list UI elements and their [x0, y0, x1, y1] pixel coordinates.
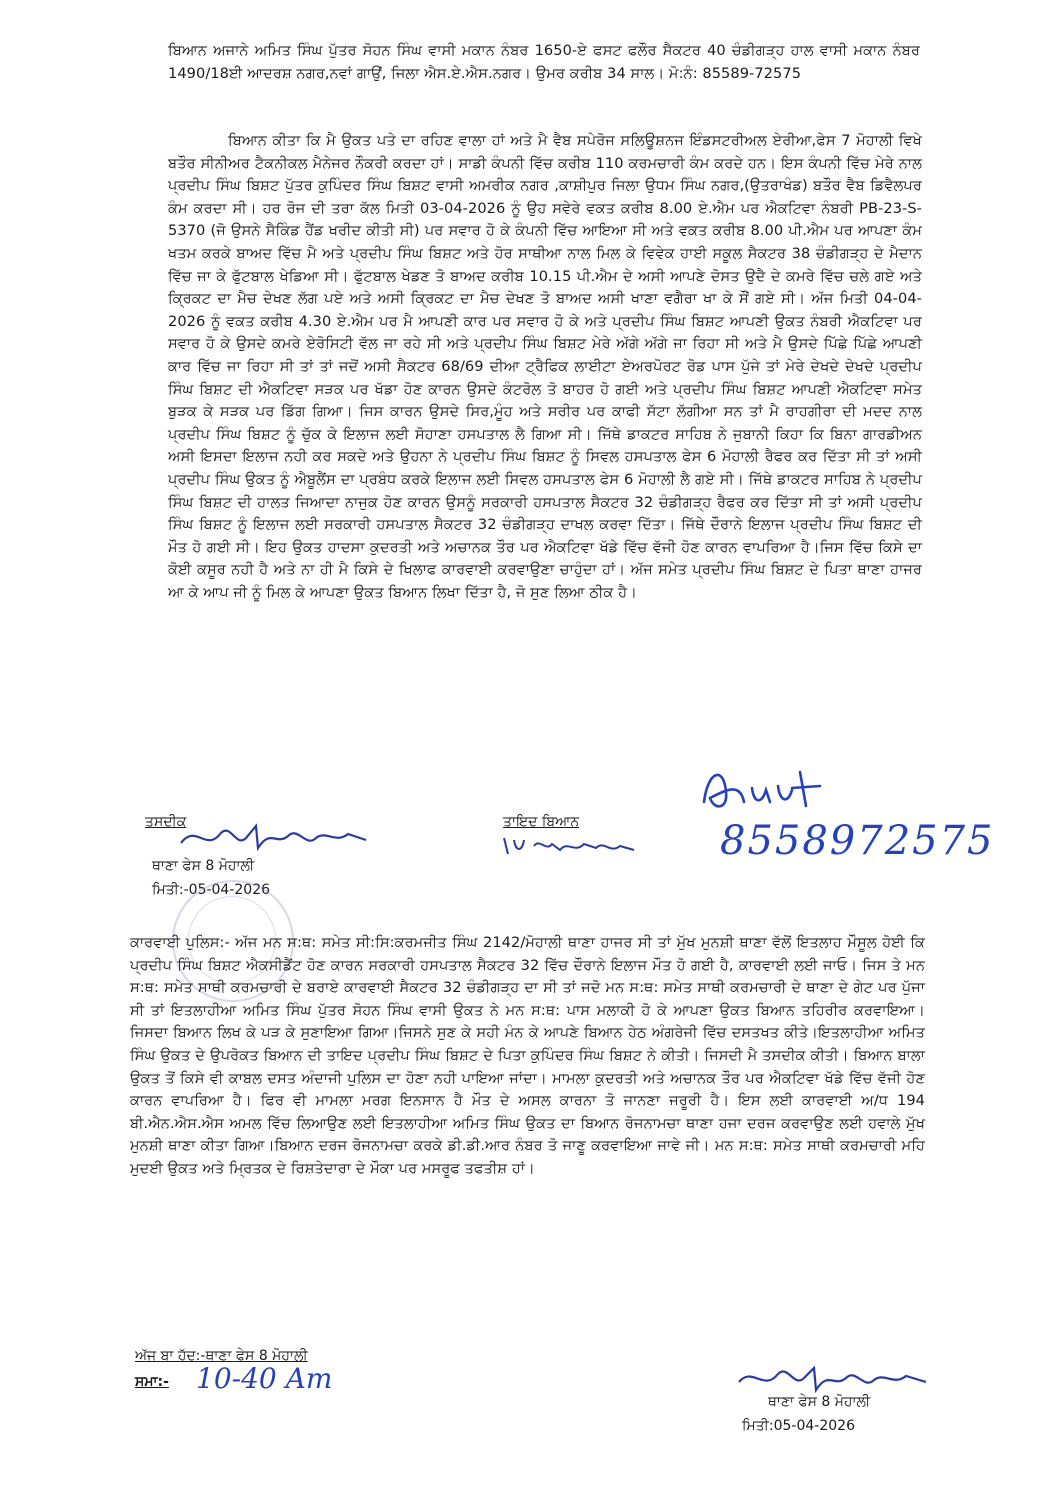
complainant-signature [696, 762, 856, 822]
attest-date: ਮਿਤੀ:-05-04-2026 [152, 882, 271, 898]
statement-heading: ਬਿਆਨ ਅਜਾਨੇ ਅਮਿਤ ਸਿੰਘ ਪੁੱਤਰ ਸੋਹਨ ਸਿੰਘ ਵਾਸੀ ਮਕਾਨ ਨੰਬਰ 1650-ਏ ਫਸਟ ਫਲੌਰ ਸੈਕਟਰ 40 ਚੰਡੀਗੜ੍ਹ ਹਾਲ ਵਾਸੀ ਮਕਾਨ ਨੰਬਰ 1490/18ਈ ਆਦਰਸ਼ ਨਗਰ,ਨਵਾਂ ਗਾਉਂ, ਜਿਲਾ ਐਸ.ਏ.ਐਸ.ਨਗਰ। ਉਮਰ ਕਰੀਬ 34 ਸਾਲ। ਮੋ:ਨੰ: 85589-72575 [168, 42, 920, 82]
witness-signature [500, 832, 640, 862]
time-label: ਸਮਾ:- [135, 1374, 169, 1390]
attest-signature [176, 818, 376, 858]
attest-station: ਥਾਣਾ ਫੇਸ 8 ਮੋਹਾਲੀ [152, 858, 255, 874]
officer-date: ਮਿਤੀ:05-04-2026 [742, 1418, 855, 1434]
complainant-phone: 8558972575 [720, 818, 995, 864]
station-line: ਅੱਜ ਬਾ ਹੱਦ:-ਥਾਣਾ ਫੇਸ 8 ਮੋਹਾਲੀ [135, 1348, 308, 1364]
witness-label: ਤਾਇਦ ਬਿਆਨ [503, 814, 580, 830]
police-action: ਕਾਰਵਾਈ ਪੁਲਿਸ:- ਅੱਜ ਮਨ ਸ:ਥ: ਸਮੇਤ ਸੀ:ਸਿ:ਕਰਮਜੀਤ ਸਿੰਘ 2142/ਮੋਹਾਲੀ ਥਾਣਾ ਹਾਜਰ ਸੀ ਤਾਂ ਮੁੱਖ ਮੁਨਸ਼ੀ ਥਾਣਾ ਵੱਲੋਂ ਇਤਲਾਹ ਮੌਸੂਲ ਹੋਈ ਕਿ ਪ੍ਰਦੀਪ ਸਿੰਘ ਬਿਸ਼ਟ ਐਕਸੀਡੈਂਟ ਹੋਣ ਕਾਰਨ ਸਰਕਾਰੀ ਹਸਪਤਾਲ ਸੈਕਟਰ 32 ਵਿੱਚ ਦੌਰਾਨੇ ਇਲਾਜ ਮੌਤ ਹੋ ਗਈ ਹੈ, ਕਾਰਵਾਈ ਲਈ ਜਾਓ। ਜਿਸ ਤੇ ਮਨ ਸ:ਥ: ਸਮੇਤ ਸਾਥੀ ਕਰਮਚਾਰੀ ਦੇ ਬਰਾਏ ਕਾਰਵਾਈ ਸੈਕਟਰ 32 ਚੰਡੀਗੜ੍ਹ ਦਾ ਸੀ ਤਾਂ ਜਦੋ ਮਨ ਸ:ਥ: ਸਮੇਤ ਸਾਥੀ ਕਰਮਚਾਰੀ ਦੇ ਥਾਣਾ ਦੇ ਗੇਟ ਪਰ ਪੁੱਜਾ ਸੀ ਤਾਂ ਇਤਲਾਹੀਆ ਅਮਿਤ ਸਿੰਘ ਪੁੱਤਰ ਸੋਹਨ ਸਿੰਘ ਵਾਸੀ ਉਕਤ ਨੇ ਮਨ ਸ:ਥ: ਪਾਸ ਮਲਾਕੀ ਹੋ ਕੇ ਆਪਣਾ ਉਕਤ ਬਿਆਨ ਤਹਿਰੀਰ ਕਰਵਾਇਆ। ਜਿਸਦਾ ਬਿਆਨ ਲਿਖ ਕੇ ਪੜ ਕੇ ਸੁਣਾਇਆ ਗਿਆ।ਜਿਸਨੇ ਸੁਣ ਕੇ ਸਹੀ ਮੰਨ ਕੇ ਆਪਣੇ ਬਿਆਨ ਹੇਠ ਅੰਗਰੇਜੀ ਵਿੱਚ ਦਸਤਖਤ ਕੀਤੇ।ਇਤਲਾਹੀਆ ਅਮਿਤ ਸਿੰਘ ਉਕਤ ਦੇ ਉਪਰੋਕਤ ਬਿਆਨ ਦੀ ਤਾਇਦ ਪ੍ਰਦੀਪ ਸਿੰਘ ਬਿਸ਼ਟ ਦੇ ਪਿਤਾ ਕੁਪਿੰਦਰ ਸਿੰਘ ਬਿਸ਼ਟ ਨੇ ਕੀਤੀ। ਜਿਸਦੀ ਮੈ ਤਸਦੀਕ ਕੀਤੀ। ਬਿਆਨ ਬਾਲਾ ਉਕਤ ਤੋਂ ਕਿਸੇ ਵੀ ਕਾਬਲ ਦਸਤ ਅੰਦਾਜੀ ਪੁਲਿਸ ਦਾ ਹੋਣਾ ਨਹੀ ਪਾਇਆ ਜਾਂਦਾ। ਮਾਮਲਾ ਕੁਦਰਤੀ ਅਤੇ ਅਚਾਨਕ ਤੌਰ ਪਰ ਐਕਟਿਵਾ ਖੱਡੇ ਵਿੱਚ ਵੱਜੀ ਹੋਣ ਕਾਰਨ ਵਾਪਰਿਆ ਹੈ। ਫਿਰ ਵੀ ਮਾਮਲਾ ਮਰਗ ਇਨਸਾਨ ਹੈ ਮੌਤ ਦੇ ਅਸਲ ਕਾਰਨਾ ਤੋ ਜਾਨਣਾ ਜਰੂਰੀ ਹੈ। ਇਸ ਲਈ ਕਾਰਵਾਈ ਅ/ਧ 194 ਬੀ.ਐਨ.ਐਸ.ਐਸ ਅਮਲ ਵਿੱਚ ਲਿਆਉਣ ਲਈ ਇਤਲਾਹੀਆ ਅਮਿਤ ਸਿੰਘ ਉਕਤ ਦਾ ਬਿਆਨ ਰੋਜਨਾਮਚਾ ਥਾਣਾ ਹਜਾ ਦਰਜ ਕਰਵਾਉਣ ਲਈ ਹਵਾਲੇ ਮੁੱਖ ਮੁਨਸ਼ੀ ਥਾਣਾ ਕੀਤਾ ਗਿਆ।ਬਿਆਨ ਦਰਜ ਰੋਜਨਾਮਚਾ ਕਰਕੇ ਡੀ.ਡੀ.ਆਰ ਨੰਬਰ ਤੋ ਜਾਣੂ ਕਰਵਾਇਆ ਜਾਵੇ ਜੀ। ਮਨ ਸ:ਥ: ਸਮੇਤ ਸਾਥੀ ਕਰਮਚਾਰੀ ਮਹਿ ਮੁਦਈ ਉਕਤ ਅਤੇ ਮ੍ਰਿਤਕ ਦੇ ਰਿਸ਼ਤੇਦਾਰਾ ਦੇ ਮੌਕਾ ਪਰ ਮਸਰੂਫ ਤਫਤੀਸ਼ ਹਾਂ। [130, 934, 925, 1177]
time-handwritten: 10-40 Am [196, 1362, 333, 1395]
statement-body: ਬਿਆਨ ਕੀਤਾ ਕਿ ਮੈ ਉਕਤ ਪਤੇ ਦਾ ਰਹਿਣ ਵਾਲਾ ਹਾਂ ਅਤੇ ਮੈ ਵੈਬ ਸਪੇਰੋਜ ਸਲਿਊਸ਼ਨਜ ਇੰਡਸਟਰੀਅਲ ਏਰੀਆ,ਫੇਸ 7 ਮੋਹਾਲੀ ਵਿਖੇ ਬਤੌਰ ਸੀਨੀਅਰ ਟੈਕਨੀਕਲ ਮੈਨੇਜਰ ਨੌਕਰੀ ਕਰਦਾ ਹਾਂ। ਸਾਡੀ ਕੰਪਨੀ ਵਿੱਚ ਕਰੀਬ 110 ਕਰਮਚਾਰੀ ਕੰਮ ਕਰਦੇ ਹਨ। ਇਸ ਕੰਪਨੀ ਵਿੱਚ ਮੇਰੇ ਨਾਲ ਪ੍ਰਦੀਪ ਸਿੰਘ ਬਿਸ਼ਟ ਪੁੱਤਰ ਕੁਪਿੰਦਰ ਸਿੰਘ ਬਿਸ਼ਟ ਵਾਸੀ ਅਮਰੀਕ ਨਗਰ ,ਕਾਸ਼ੀਪੁਰ ਜਿਲਾ ਉਧਮ ਸਿੰਘ ਨਗਰ,(ਉਤਰਾਖੰਡ) ਬਤੌਰ ਵੈਬ ਡਿਵੈਲਪਰ ਕੰਮ ਕਰਦਾ ਸੀ। ਹਰ ਰੋਜ ਦੀ ਤਰਾ ਕੱਲ ਮਿਤੀ 03-04-2026 ਨੂੰ ਉਹ ਸਵੇਰੇ ਵਕਤ ਕਰੀਬ 8.00 ਏ.ਐਮ ਪਰ ਐਕਟਿਵਾ ਨੰਬਰੀ PB-23-S-5370 (ਜੋ ਉਸਨੇ ਸੈਕਿੰਡ ਹੈਂਡ ਖਰੀਦ ਕੀਤੀ ਸੀ) ਪਰ ਸਵਾਰ ਹੋ ਕੇ ਕੰਪਨੀ ਵਿੱਚ ਆਇਆ ਸੀ ਅਤੇ ਵਕਤ ਕਰੀਬ 8.00 ਪੀ.ਐਮ ਪਰ ਆਪਣਾ ਕੰਮ ਖਤਮ ਕਰਕੇ ਬਾਅਦ ਵਿੱਚ ਮੈ ਅਤੇ ਪ੍ਰਦੀਪ ਸਿੰਘ ਬਿਸ਼ਟ ਅਤੇ ਹੋਰ ਸਾਥੀਆ ਨਾਲ ਮਿਲ ਕੇ ਵਿਵੇਕ ਹਾਈ ਸਕੂਲ ਸੈਕਟਰ 38 ਚੰਡੀਗੜ੍ਹ ਦੇ ਮੈਦਾਨ ਵਿੱਚ ਜਾ ਕੇ ਫੁੱਟਬਾਲ ਖੇਡਿਆ ਸੀ। ਫੁੱਟਬਾਲ ਖੇਡਣ ਤੋ ਬਾਅਦ ਕਰੀਬ 10.15 ਪੀ.ਐਮ ਦੇ ਅਸੀ ਆਪਣੇ ਦੋਸਤ ਉਦੈ ਦੇ ਕਮਰੇ ਵਿੱਚ ਚਲੇ ਗਏ ਅਤੇ ਕ੍ਰਿਕਟ ਦਾ ਮੈਚ ਦੇਖਣ ਲੱਗ ਪਏ ਅਤੇ ਅਸੀ ਕ੍ਰਿਕਟ ਦਾ ਮੈਚ ਦੇਖਣ ਤੋ ਬਾਅਦ ਅਸੀ ਖਾਣਾ ਵਗੈਰਾ ਖਾ ਕੇ ਸੌਂ ਗਏ ਸੀ। ਅੱਜ ਮਿਤੀ 04-04-2026 ਨੂੰ ਵਕਤ ਕਰੀਬ 4.30 ਏ.ਐਮ ਪਰ ਮੈ ਆਪਣੀ ਕਾਰ ਪਰ ਸਵਾਰ ਹੋ ਕੇ ਅਤੇ ਪ੍ਰਦੀਪ ਸਿੰਘ ਬਿਸ਼ਟ ਆਪਣੀ ਉਕਤ ਨੰਬਰੀ ਐਕਟਿਵਾ ਪਰ ਸਵਾਰ ਹੋ ਕੇ ਉਸਦੇ ਕਮਰੇ ਏਰੋਸਿਟੀ ਵੱਲ ਜਾ ਰਹੇ ਸੀ ਅਤੇ ਪ੍ਰਦੀਪ ਸਿੰਘ ਬਿਸ਼ਟ ਮੇਰੇ ਅੱਗੇ ਅੱਗੇ ਜਾ ਰਿਹਾ ਸੀ ਅਤੇ ਮੈ ਉਸਦੇ ਪਿੱਛੇ ਪਿੱਛੇ ਆਪਣੀ ਕਾਰ ਵਿੱਚ ਜਾ ਰਿਹਾ ਸੀ ਤਾਂ ਤਾਂ ਜਦੋਂ ਅਸੀ ਸੈਕਟਰ 68/69 ਦੀਆ ਟ੍ਰੈਫਿਕ ਲਾਈਟਾ ਏਅਰਪੋਰਟ ਰੋਡ ਪਾਸ ਪੁੱਜੇ ਤਾਂ ਮੇਰੇ ਦੇਖਦੇ ਦੇਖਦੇ ਪ੍ਰਦੀਪ ਸਿੰਘ ਬਿਸ਼ਟ ਦੀ ਐਕਟਿਵਾ ਸੜਕ ਪਰ ਖੱਡਾ ਹੋਣ ਕਾਰਨ ਉਸਦੇ ਕੰਟਰੋਲ ਤੋ ਬਾਹਰ ਹੋ ਗਈ ਅਤੇ ਪ੍ਰਦੀਪ ਸਿੰਘ ਬਿਸ਼ਟ ਆਪਣੀ ਐਕਟਿਵਾ ਸਮੇਤ ਬੁੜਕ ਕੇ ਸੜਕ ਪਰ ਡਿੱਗ ਗਿਆ। ਜਿਸ ਕਾਰਨ ਉਸਦੇ ਸਿਰ,ਮੂੰਹ ਅਤੇ ਸਰੀਰ ਪਰ ਕਾਫੀ ਸੱਟਾ ਲੱਗੀਆ ਸਨ ਤਾਂ ਮੈ ਰਾਹਗੀਰਾ ਦੀ ਮਦਦ ਨਾਲ ਪ੍ਰਦੀਪ ਸਿੰਘ ਬਿਸ਼ਟ ਨੂੰ ਚੁੱਕ ਕੇ ਇਲਾਜ ਲਈ ਸੋਹਾਣਾ ਹਸਪਤਾਲ ਲੈ ਗਿਆ ਸੀ। ਜਿੱਥੇ ਡਾਕਟਰ ਸਾਹਿਬ ਨੇ ਜੁਬਾਨੀ ਕਿਹਾ ਕਿ ਬਿਨਾ ਗਾਰਡੀਅਨ ਅਸੀ ਇਸਦਾ ਇਲਾਜ ਨਹੀ ਕਰ ਸਕਦੇ ਅਤੇ ਉਹਨਾ ਨੇ ਪ੍ਰਦੀਪ ਸਿੰਘ ਬਿਸ਼ਟ ਨੂੰ ਸਿਵਲ ਹਸਪਤਾਲ ਫੇਸ 6 ਮੋਹਾਲੀ ਰੈਫਰ ਕਰ ਦਿੱਤਾ ਸੀ ਤਾਂ ਅਸੀ ਪ੍ਰਦੀਪ ਸਿੰਘ ਉਕਤ ਨੂੰ ਐਬੂਲੈਂਸ ਦਾ ਪ੍ਰਬੰਧ ਕਰਕੇ ਇਲਾਜ ਲਈ ਸਿਵਲ ਹਸਪਤਾਲ ਫੇਸ 6 ਮੋਹਾਲੀ ਲੈ ਗਏ ਸੀ। ਜਿੱਥੇ ਡਾਕਟਰ ਸਾਹਿਬ ਨੇ ਪ੍ਰਦੀਪ ਸਿੰਘ ਬਿਸ਼ਟ ਦੀ ਹਾਲਤ ਜਿਆਦਾ ਨਾਜੁਕ ਹੋਣ ਕਾਰਨ ਉਸਨੂੰ ਸਰਕਾਰੀ ਹਸਪਤਾਲ ਸੈਕਟਰ 32 ਚੰਡੀਗੜ੍ਹ ਰੈਫਰ ਕਰ ਦਿੱਤਾ ਸੀ ਤਾਂ ਅਸੀ ਪ੍ਰਦੀਪ ਸਿੰਘ ਬਿਸ਼ਟ ਨੂੰ ਇਲਾਜ ਲਈ ਸਰਕਾਰੀ ਹਸਪਤਾਲ ਸੈਕਟਰ 32 ਚੰਡੀਗੜ੍ਹ ਦਾਖਲ ਕਰਵਾ ਦਿੱਤਾ। ਜਿੱਥੇ ਦੌਰਾਨੇ ਇਲਾਜ ਪ੍ਰਦੀਪ ਸਿੰਘ ਬਿਸ਼ਟ ਦੀ ਮੌਤ ਹੋ ਗਈ ਸੀ। ਇਹ ਉਕਤ ਹਾਦਸਾ ਕੁਦਰਤੀ ਅਤੇ ਅਚਾਨਕ ਤੌਰ ਪਰ ਐਕਟਿਵਾ ਖੱਡੇ ਵਿੱਚ ਵੱਜੀ ਹੋਣ ਕਾਰਨ ਵਾਪਰਿਆ ਹੈ।ਜਿਸ ਵਿੱਚ ਕਿਸੇ ਦਾ ਕੋਈ ਕਸੂਰ ਨਹੀ ਹੈ ਅਤੇ ਨਾ ਹੀ ਮੈ ਕਿਸੇ ਦੇ ਖਿਲਾਫ ਕਾਰਵਾਈ ਕਰਵਾਉਣਾ ਚਾਹੁੰਦਾ ਹਾਂ। ਅੱਜ ਸਮੇਤ ਪ੍ਰਦੀਪ ਸਿੰਘ ਬਿਸ਼ਟ ਦੇ ਪਿਤਾ ਥਾਣਾ ਹਾਜਰ ਆ ਕੇ ਆਪ ਜੀ ਨੂੰ ਮਿਲ ਕੇ ਆਪਣਾ ਉਕਤ ਬਿਆਨ ਲਿਖਾ ਦਿੱਤਾ ਹੈ, ਜੋ ਸੁਣ ਲਿਆ ਠੀਕ ਹੈ। [168, 132, 922, 601]
officer-station: ਥਾਣਾ ਫੇਸ 8 ਮੋਹਾਲੀ [768, 1394, 871, 1410]
attest-label: ਤਸਦੀਕ [145, 814, 187, 830]
